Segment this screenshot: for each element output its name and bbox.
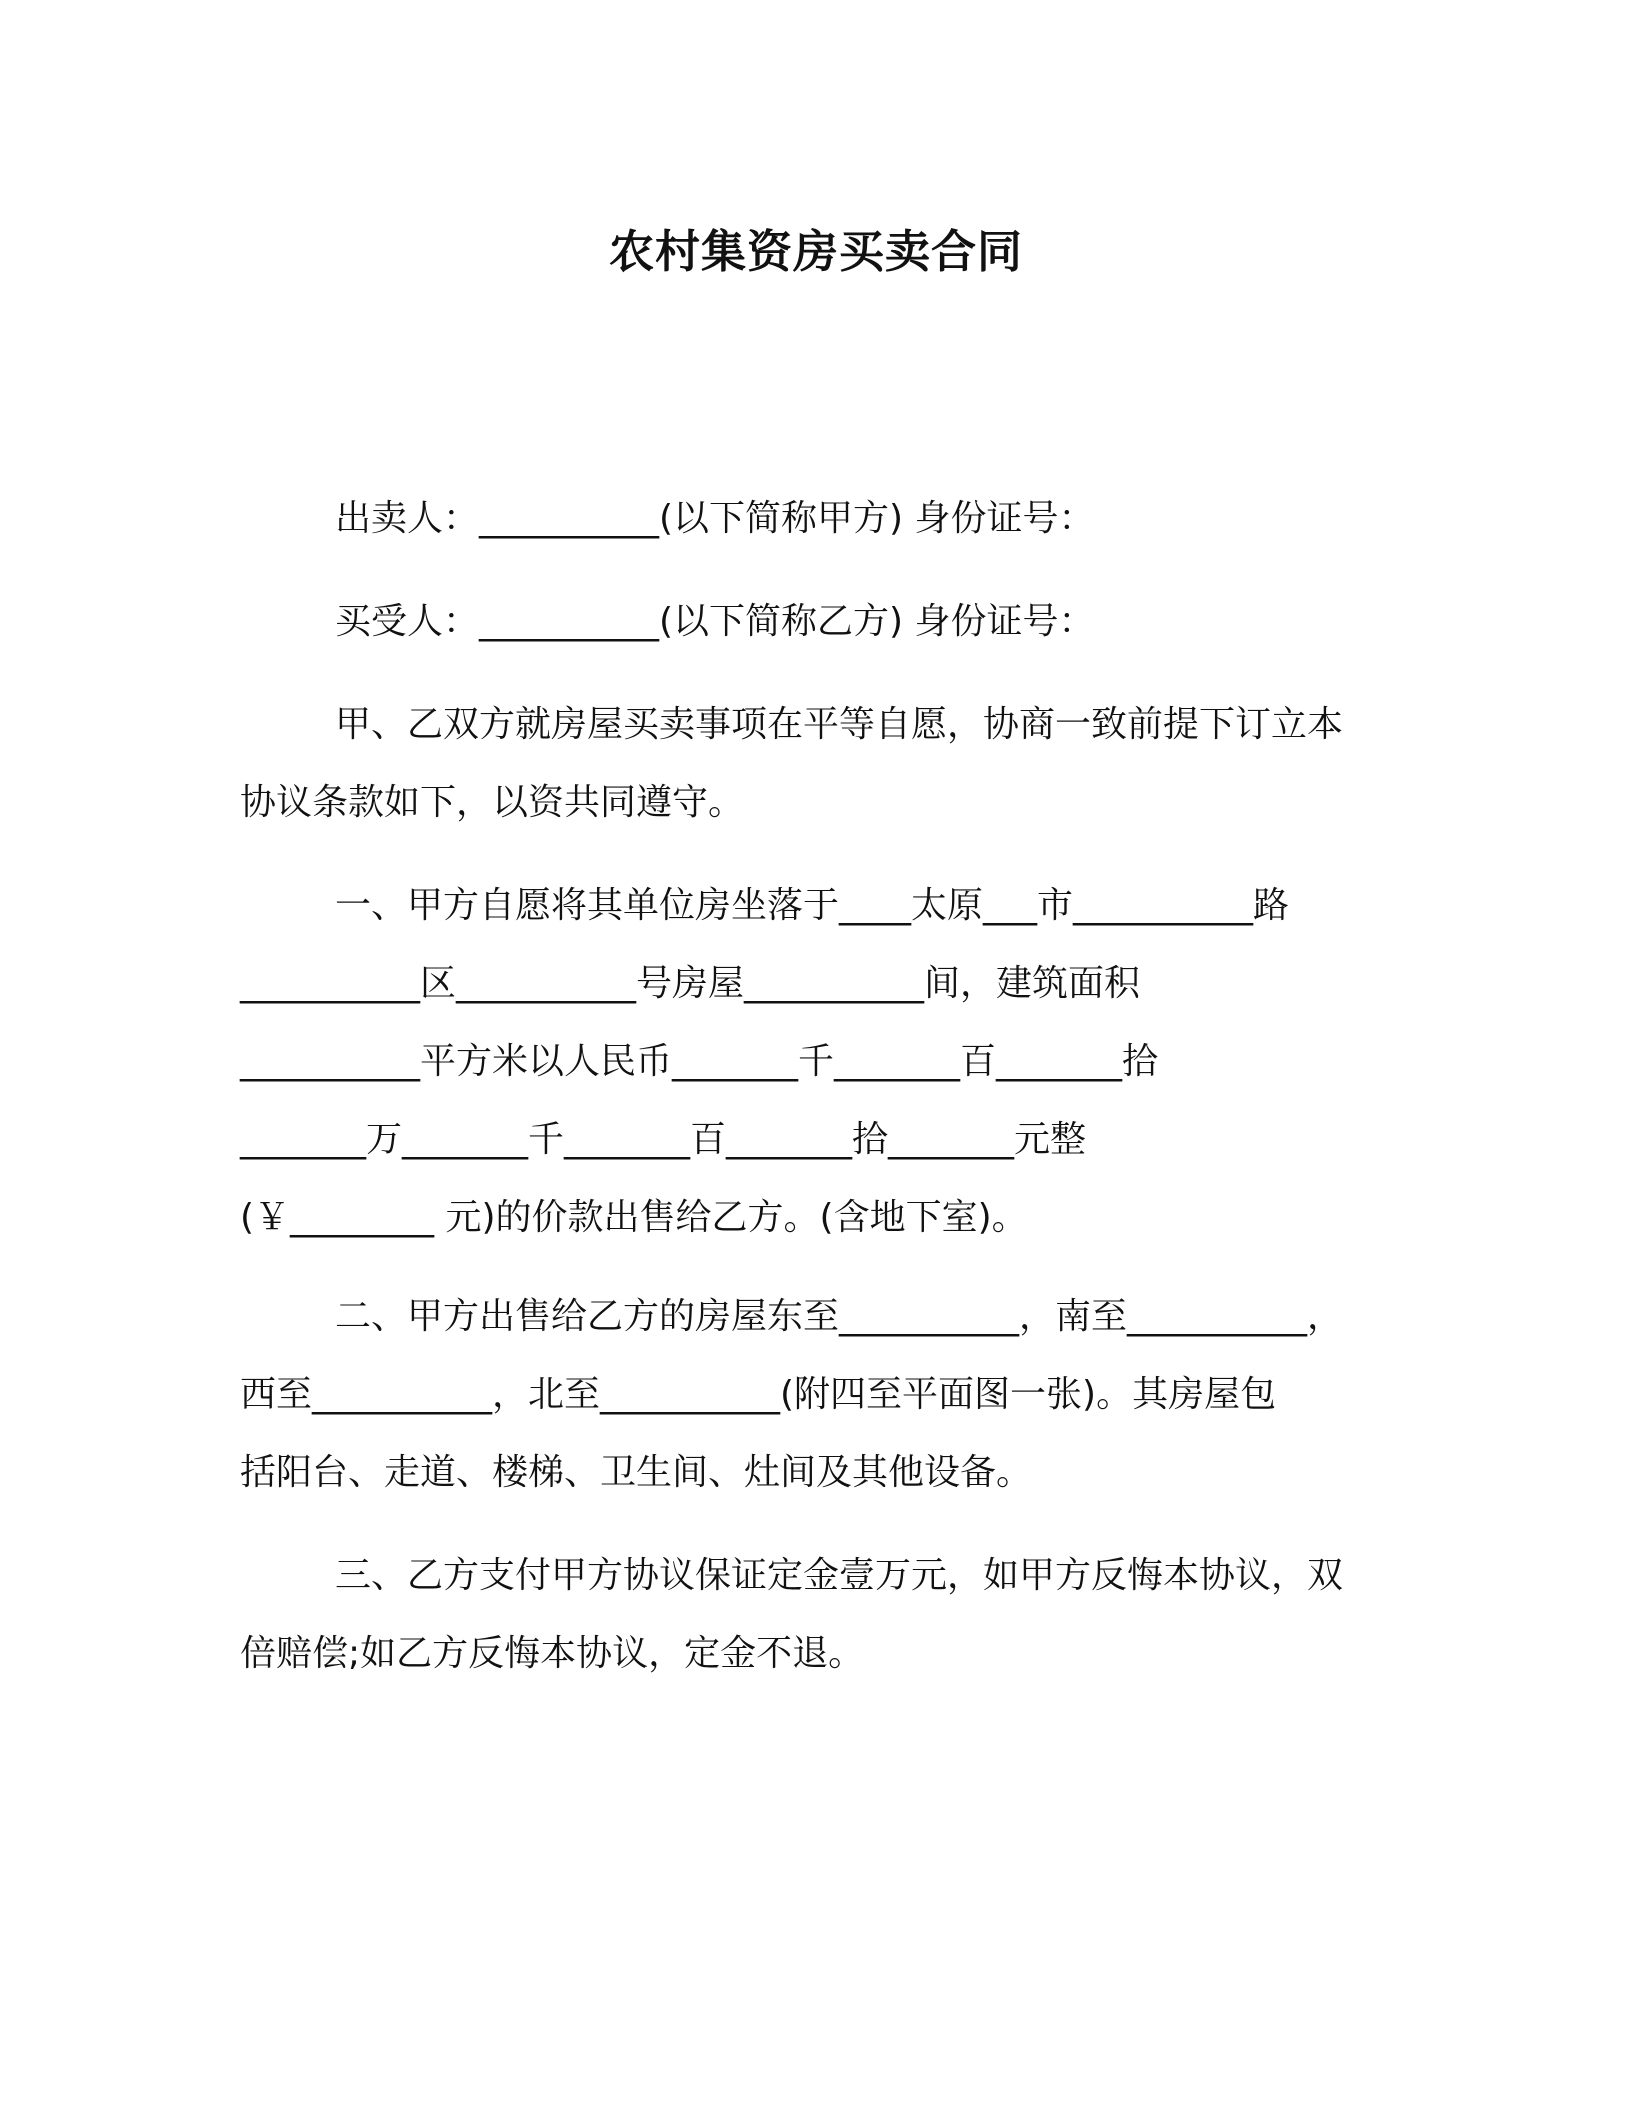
- paragraph-line: __________平方米以人民币_______千_______百_______拾: [240, 1041, 1159, 1082]
- paragraph-line: _______万_______千_______百_______拾_______元整: [240, 1119, 1086, 1160]
- buyer-paragraph: [240, 583, 1400, 661]
- preamble-paragraph: [240, 686, 1400, 842]
- paragraph-line: (￥________ 元)的价款出售给乙方。(含地下室)。: [240, 1197, 1028, 1238]
- paragraph-line: 倍赔偿;如乙方反悔本协议，定金不退。: [240, 1633, 865, 1674]
- paragraph-line: 一、甲方自愿将其单位房坐落于____太原___市__________路: [335, 885, 1290, 926]
- paragraph-line: 西至__________，北至__________(附四至平面图一张)。其房屋包: [240, 1374, 1277, 1415]
- clause-2-paragraph: [240, 1278, 1400, 1512]
- paragraph-line: 三、乙方支付甲方协议保证定金壹万元，如甲方反悔本协议，双: [335, 1555, 1344, 1596]
- paragraph-line: 二、甲方出售给乙方的房屋东至__________，南至__________，: [335, 1296, 1344, 1337]
- clause-3-paragraph: [240, 1537, 1400, 1693]
- document-title: 农村集资房买卖合同: [608, 225, 1023, 278]
- paragraph-line: 甲、乙双方就房屋买卖事项在平等自愿，协商一致前提下订立本: [335, 704, 1344, 745]
- paragraph-line: 买受人：__________(以下简称乙方) 身份证号：: [335, 601, 1095, 642]
- paragraph-line: 括阳台、走道、楼梯、卫生间、灶间及其他设备。: [240, 1452, 1033, 1493]
- paragraph-line: 协议条款如下，以资共同遵守。: [240, 782, 745, 823]
- paragraph-line: __________区__________号房屋__________间，建筑面积: [240, 963, 1141, 1004]
- seller-paragraph: [240, 480, 1400, 558]
- paragraph-line: 出卖人：__________(以下简称甲方) 身份证号：: [335, 498, 1095, 539]
- clause-1-paragraph: [240, 867, 1400, 1257]
